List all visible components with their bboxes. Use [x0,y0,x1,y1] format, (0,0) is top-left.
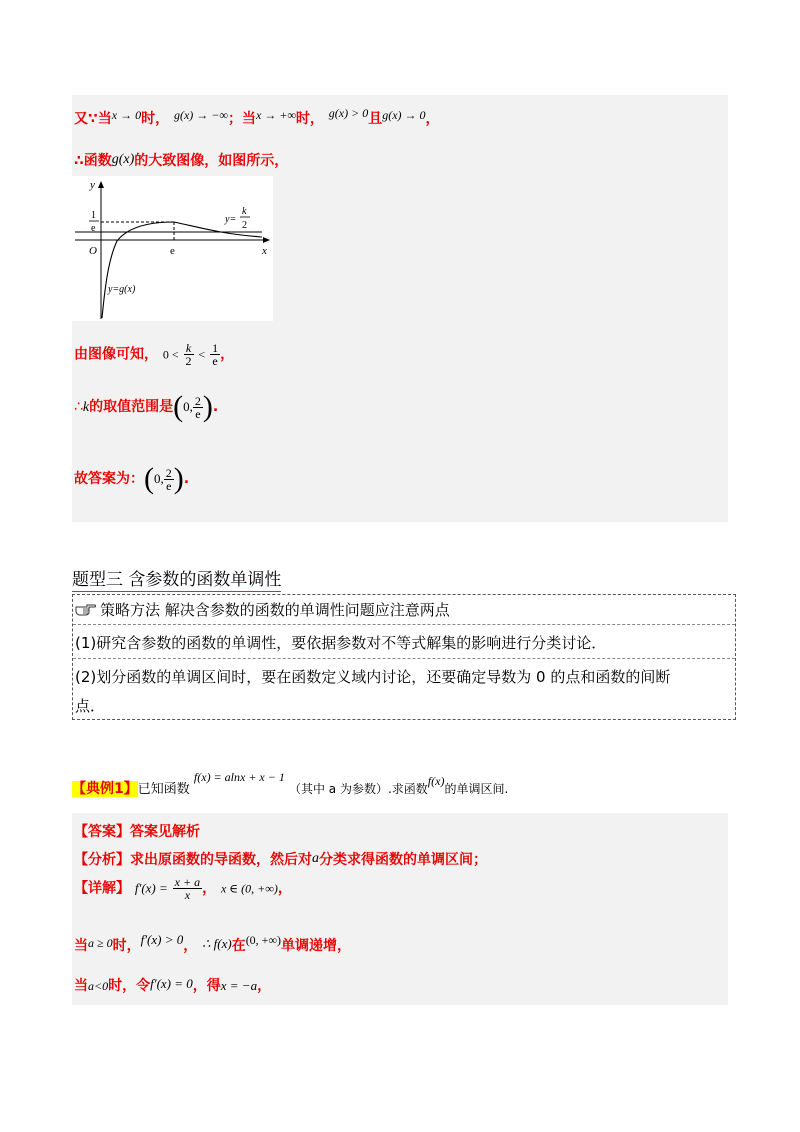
solution-line-inequality [74,342,234,367]
fraction-2-over-e [193,395,203,420]
example-problem [72,770,508,798]
text: 的单调区间. [444,782,509,796]
answer-tag: 【答案】 [74,824,130,840]
numerator: 1 [212,341,219,355]
case-2-line [74,975,271,995]
case-1-line [74,932,351,955]
strategy-header [75,599,450,620]
numerator: x + a [174,875,201,889]
left-paren: ( [144,462,154,495]
fraction-1-over-e [210,342,220,367]
solution-line-range [74,390,218,424]
math-expr: x → +∞ [255,108,296,122]
text: 求出原函数的导函数，然后对 [130,852,312,868]
pointing-hand-icon [75,602,97,616]
right-paren: ) [202,390,213,423]
text: 单调递增， [281,938,352,954]
divider [73,624,735,625]
math-expr: x = −a [220,978,258,993]
solution-line-limits [74,106,440,128]
math-expr: g(x) → −∞ [173,108,228,122]
section-title: 题型三 含参数的函数单调性 [72,565,281,592]
math-expr: 0, [183,399,193,414]
detail-line [74,876,292,901]
origin-label: O [89,245,97,257]
strategy-point-1: (1)研究含参数的函数的单调性，要依据参数对不等式解集的影响进行分类讨论． [75,634,607,652]
text: 的取值范围是 [89,399,174,415]
text: . [183,471,190,487]
text: ， [183,938,198,954]
divider [73,658,735,659]
strategy-point-2-line-2: 点． [75,697,106,715]
text: 当 [74,978,88,994]
answer-line [74,821,200,841]
math-expr: (0, +∞) [245,933,282,947]
text: 故答案为： [74,471,144,487]
math-expr: < [198,347,206,362]
math-expr: f′(x) = [134,880,168,896]
function-graph [72,176,273,321]
left-paren: ( [173,390,184,423]
math-expr: x ∈ (0, +∞) [220,881,278,896]
text: ， [257,978,272,994]
denominator: e [166,478,172,493]
math-expr: 0, [154,471,164,486]
math-expr: f(x) = alnx + x − 1 [193,770,285,784]
math-expr: ∴ f(x) [202,936,232,951]
text: 分类求得函数的单调区间； [319,852,487,868]
curve-label: y=g(x) [108,284,136,295]
text: ∴ [74,399,83,415]
text: 时， [141,111,170,127]
x-axis-label: x [262,245,267,257]
text: 的大致图像，如图所示， [134,153,289,169]
math-expr: a<0 [88,979,109,993]
numerator: 2 [194,393,201,408]
denominator: x [184,888,191,902]
numerator: k [184,342,194,355]
detail-tag: 【详解】 [74,880,130,897]
denominator: 2 [185,354,192,368]
math-expr: k [82,400,90,415]
solution-line-answer [74,462,189,496]
text: 且 [368,111,383,127]
text: ， [220,346,235,363]
text: ；当 [227,111,256,127]
asymptote-numerator: k [242,206,247,217]
math-expr: g(x) [111,152,135,167]
text: 已知函数 [137,782,190,797]
fraction-k-over-2 [184,342,194,367]
fraction-derivative [173,876,202,901]
text: . [212,399,219,415]
math-expr: a [312,851,319,866]
text: 由图像可知， [74,346,158,363]
math-expr: g(x) > 0 [328,106,369,120]
y-axis-label: y [90,179,95,191]
math-expr: a ≥ 0 [88,936,113,950]
solution-line-graph-intro [74,150,288,170]
text: 在 [231,938,246,954]
strategy-header-text: 策略方法 解决含参数的函数的单调性问题应注意两点 [100,601,450,619]
text: ， [202,880,217,897]
math-expr: 0 < [162,347,179,362]
text: ， [425,111,440,127]
denominator: e [212,354,218,368]
asymptote-denominator: 2 [242,220,247,231]
math-expr: f′(x) = 0 [150,976,193,991]
text: 时， [295,111,324,127]
y-tick-denominator: e [91,223,96,234]
example-tag: 【典例1】 [72,781,138,797]
math-expr: g(x) → 0 [382,108,426,122]
text: ， [277,880,292,897]
text: 时， [112,938,141,954]
text: 当 [74,938,88,954]
strategy-point-2-line-1: (2)划分函数的单调区间时，要在函数定义域内讨论，还要确定导数为 0 的点和函数的间断 [75,668,671,686]
math-expr: x → 0 [111,108,142,122]
strategy-box [72,594,736,720]
y-tick-numerator: 1 [91,210,96,221]
text: ，得 [192,978,221,994]
asymptote-label: y= [225,214,237,225]
text: 时，令 [108,978,151,994]
fraction-2-over-e [164,467,174,492]
numerator: 2 [165,465,172,480]
text: 又∵当 [74,111,112,127]
x-tick-e: e [170,245,175,257]
math-expr: f(x) [427,774,445,788]
text: （其中 a 为参数）.求函数 [288,782,428,796]
right-paren: ) [173,462,184,495]
math-expr: f′(x) > 0 [140,932,184,947]
denominator: e [195,406,201,421]
answer-text: 答案见解析 [130,824,200,840]
text: ∴函数 [74,153,112,169]
analysis-line [74,849,487,869]
analysis-tag: 【分析】 [74,852,130,868]
